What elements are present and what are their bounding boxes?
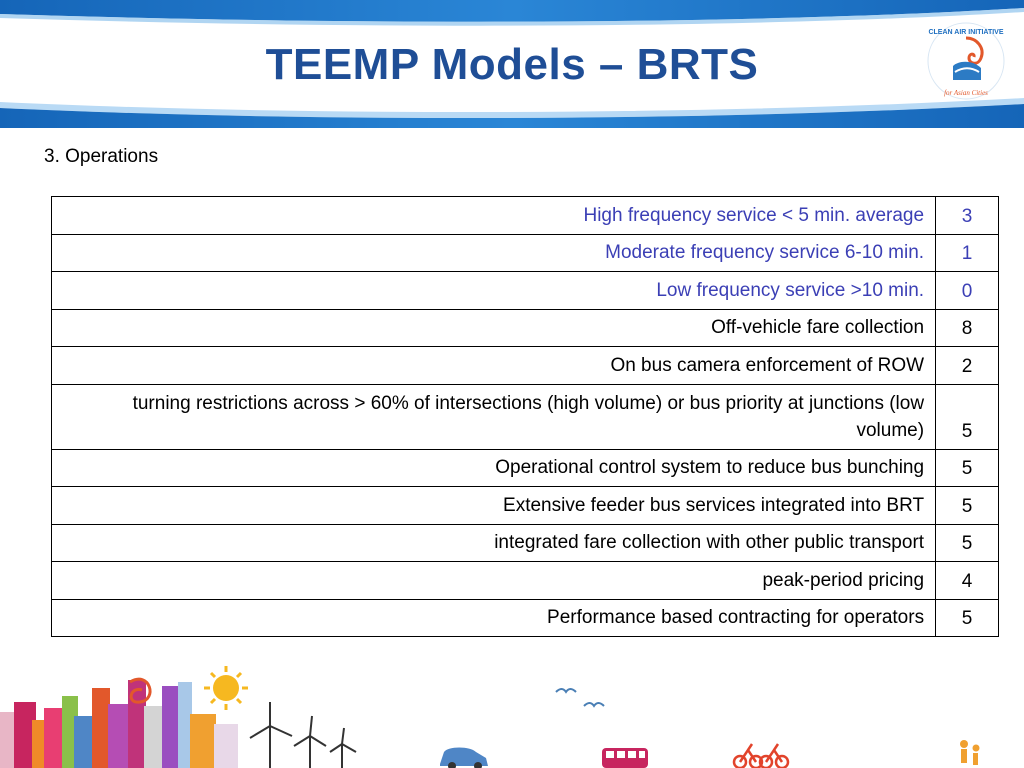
header-band	[0, 0, 1024, 130]
row-description: High frequency service < 5 min. average	[52, 197, 936, 235]
row-score: 2	[936, 347, 999, 385]
row-description: Operational control system to reduce bus bunching	[52, 449, 936, 487]
wind-turbine-icon	[250, 702, 356, 768]
table-row	[52, 449, 999, 487]
row-score: 5	[936, 384, 999, 449]
table-row	[52, 562, 999, 600]
bird-icon	[556, 689, 604, 706]
operations-table	[51, 196, 999, 637]
row-score: 5	[936, 449, 999, 487]
row-description: Moderate frequency service 6-10 min.	[52, 234, 936, 272]
city-skyline-illustration	[0, 679, 238, 768]
clean-air-initiative-logo	[925, 20, 1007, 102]
row-description: Low frequency service >10 min.	[52, 272, 936, 310]
operations-table-body	[52, 197, 999, 637]
cyclists-icon	[734, 744, 788, 768]
table-row	[52, 347, 999, 385]
table-row	[52, 599, 999, 637]
row-score: 5	[936, 599, 999, 637]
sun-icon	[204, 666, 248, 710]
logo-text-top: CLEAN AIR INITIATIVE	[928, 29, 1004, 36]
car-icon	[440, 748, 488, 768]
row-score: 3	[936, 197, 999, 235]
row-description: Performance based contracting for operators	[52, 599, 936, 637]
footer-illustration	[0, 660, 1024, 768]
row-description: turning restrictions across > 60% of intersections (high volume) or bus priority at junctions (low volume)	[52, 384, 936, 449]
row-score: 1	[936, 234, 999, 272]
logo-text-bottom: for Asian Cities	[944, 89, 988, 97]
table-row	[52, 487, 999, 525]
row-description: peak-period pricing	[52, 562, 936, 600]
table-row	[52, 384, 999, 449]
table-row	[52, 234, 999, 272]
table-row	[52, 309, 999, 347]
row-score: 4	[936, 562, 999, 600]
pedestrians-icon	[960, 740, 980, 765]
page-title: TEEMP Models – BRTS	[265, 40, 759, 89]
row-score: 8	[936, 309, 999, 347]
row-description: Off-vehicle fare collection	[52, 309, 936, 347]
table-row	[52, 197, 999, 235]
row-score: 0	[936, 272, 999, 310]
table-row	[52, 272, 999, 310]
section-label: 3. Operations	[44, 146, 159, 167]
row-score: 5	[936, 524, 999, 562]
table-row	[52, 524, 999, 562]
row-description: On bus camera enforcement of ROW	[52, 347, 936, 385]
row-description: integrated fare collection with other public transport	[52, 524, 936, 562]
bus-icon	[602, 748, 648, 768]
row-score: 5	[936, 487, 999, 525]
row-description: Extensive feeder bus services integrated into BRT	[52, 487, 936, 525]
